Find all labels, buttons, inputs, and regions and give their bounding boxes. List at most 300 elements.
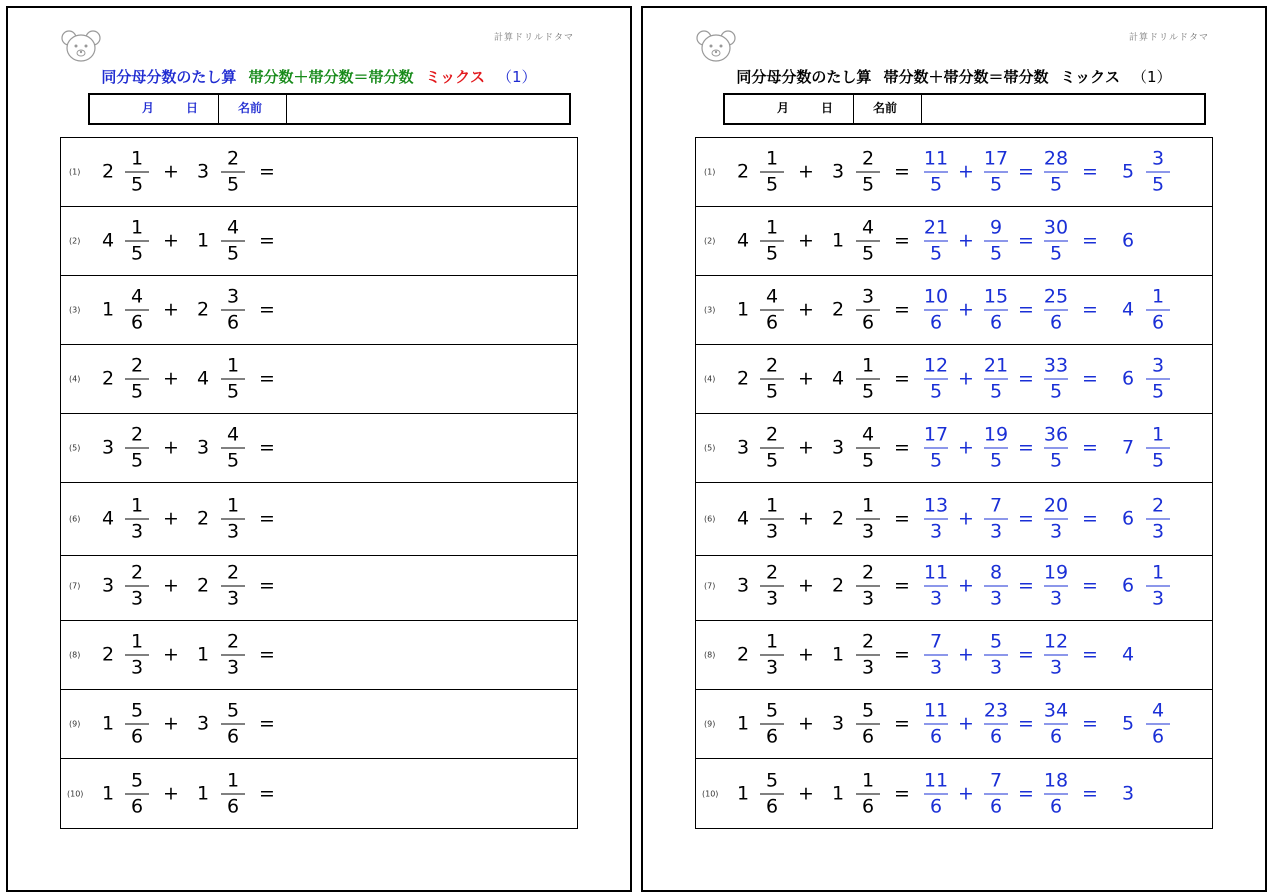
second-whole: 3	[831, 160, 845, 183]
second-whole: 2	[831, 507, 845, 530]
second-fraction	[854, 216, 882, 265]
problem-row	[696, 207, 1212, 276]
improper-second-numerator: 7	[989, 769, 1003, 791]
first-fraction	[123, 285, 151, 334]
problem-row	[61, 759, 577, 828]
second-whole: 1	[196, 643, 210, 666]
problem-row	[61, 552, 577, 621]
equals-sign: =	[1018, 160, 1034, 183]
improper-first	[922, 423, 950, 472]
problem-row	[696, 414, 1212, 483]
improper-second	[982, 771, 1010, 816]
plus-sign: +	[163, 643, 179, 666]
improper-second-denominator: 5	[989, 173, 1003, 196]
first-fraction-denominator: 5	[765, 242, 779, 265]
equals-sign: =	[1082, 712, 1098, 735]
improper-first	[922, 216, 950, 265]
improper-first-numerator: 13	[923, 494, 949, 517]
improper-sum-numerator: 20	[1043, 494, 1069, 517]
day-label: 日	[821, 101, 834, 115]
improper-first-numerator: 11	[923, 147, 949, 170]
second-fraction-denominator: 3	[861, 520, 875, 543]
problem-number: (9)	[69, 719, 81, 729]
first-whole: 1	[736, 782, 750, 804]
equals-sign: =	[1018, 436, 1034, 459]
equals-sign: =	[894, 507, 910, 530]
improper-second-numerator: 17	[983, 147, 1009, 170]
second-fraction-numerator: 2	[861, 147, 875, 170]
second-fraction-numerator: 1	[226, 494, 240, 517]
improper-second-denominator: 3	[989, 587, 1003, 610]
equals-sign: =	[259, 782, 275, 804]
second-fraction	[219, 494, 247, 543]
question-sheet	[6, 6, 632, 892]
equals-sign: =	[1082, 574, 1098, 597]
first-fraction-denominator: 3	[765, 656, 779, 679]
improper-second	[982, 285, 1010, 334]
plus-sign: +	[798, 712, 814, 735]
problem-row	[61, 414, 577, 483]
first-fraction	[758, 285, 786, 334]
second-fraction-denominator: 5	[861, 380, 875, 403]
plus-sign: +	[163, 712, 179, 735]
first-whole: 4	[736, 507, 750, 530]
second-whole: 1	[196, 229, 210, 252]
second-fraction	[854, 771, 882, 816]
improper-sum-numerator: 25	[1043, 285, 1069, 308]
problem-number: (2)	[704, 236, 716, 246]
first-whole: 3	[101, 436, 115, 459]
plus-sign: +	[958, 367, 974, 390]
answer-whole: 3	[1121, 782, 1135, 804]
improper-second-numerator: 9	[989, 216, 1003, 239]
second-fraction-denominator: 3	[226, 587, 240, 610]
problem-row	[696, 621, 1212, 690]
equals-sign: =	[259, 160, 275, 183]
answer-fraction	[1144, 354, 1172, 403]
improper-second-denominator: 6	[989, 795, 1003, 817]
plus-sign: +	[163, 298, 179, 321]
improper-sum-numerator: 34	[1043, 699, 1069, 722]
plus-sign: +	[163, 160, 179, 183]
improper-sum	[1042, 354, 1070, 403]
worksheet-title	[643, 66, 1265, 87]
problem-row	[696, 138, 1212, 207]
first-fraction-numerator: 1	[130, 630, 144, 653]
first-whole: 4	[101, 229, 115, 252]
improper-first-denominator: 6	[929, 311, 943, 334]
improper-first-denominator: 6	[929, 725, 943, 748]
improper-second	[982, 147, 1010, 196]
second-fraction-numerator: 2	[226, 630, 240, 653]
equals-sign: =	[1018, 574, 1034, 597]
answer-fraction-denominator: 3	[1151, 587, 1165, 610]
plus-sign: +	[958, 160, 974, 183]
improper-first-numerator: 17	[923, 423, 949, 446]
first-whole: 2	[101, 643, 115, 666]
plus-sign: +	[798, 229, 814, 252]
first-fraction	[758, 494, 786, 543]
plus-sign: +	[958, 782, 974, 804]
first-whole: 2	[736, 643, 750, 666]
improper-first	[922, 771, 950, 816]
day-label: 日	[186, 101, 199, 115]
first-fraction-numerator: 2	[130, 354, 144, 377]
title-mix: ミックス	[425, 68, 486, 86]
improper-sum-denominator: 5	[1049, 173, 1063, 196]
answer-fraction	[1144, 147, 1172, 196]
equals-sign: =	[894, 367, 910, 390]
improper-first	[922, 354, 950, 403]
problem-row	[61, 207, 577, 276]
title-type: 帯分数＋帯分数＝帯分数	[248, 68, 414, 86]
answer-whole: 6	[1121, 507, 1135, 530]
answer-whole: 6	[1121, 229, 1135, 252]
second-fraction-denominator: 6	[226, 725, 240, 748]
equals-sign: =	[259, 712, 275, 735]
improper-sum-numerator: 18	[1043, 769, 1069, 791]
improper-first-denominator: 5	[929, 380, 943, 403]
second-whole: 4	[831, 367, 845, 390]
second-fraction	[854, 561, 882, 610]
second-whole: 2	[196, 298, 210, 321]
improper-first-denominator: 5	[929, 242, 943, 265]
improper-second	[982, 216, 1010, 265]
improper-first-denominator: 5	[929, 173, 943, 196]
problem-number: (10)	[67, 789, 84, 798]
first-fraction-numerator: 5	[130, 699, 144, 722]
improper-second-denominator: 6	[989, 311, 1003, 334]
first-fraction-denominator: 6	[765, 725, 779, 748]
first-whole: 3	[736, 574, 750, 597]
plus-sign: +	[163, 574, 179, 597]
improper-sum-denominator: 3	[1049, 587, 1063, 610]
second-whole: 3	[831, 436, 845, 459]
plus-sign: +	[958, 436, 974, 459]
plus-sign: +	[163, 782, 179, 804]
first-fraction-numerator: 2	[765, 423, 779, 446]
first-fraction	[758, 354, 786, 403]
problem-row	[696, 483, 1212, 556]
first-fraction-numerator: 1	[130, 216, 144, 239]
equals-sign: =	[894, 574, 910, 597]
second-fraction	[219, 561, 247, 610]
second-fraction-numerator: 1	[226, 769, 240, 791]
first-fraction-denominator: 6	[130, 795, 144, 817]
first-fraction	[758, 147, 786, 196]
equals-sign: =	[894, 436, 910, 459]
first-fraction-denominator: 6	[130, 725, 144, 748]
answer-fraction-denominator: 6	[1151, 311, 1165, 334]
second-fraction-denominator: 5	[226, 242, 240, 265]
plus-sign: +	[958, 574, 974, 597]
plus-sign: +	[958, 507, 974, 530]
first-fraction-denominator: 6	[765, 795, 779, 817]
answer-fraction-numerator: 4	[1151, 699, 1165, 722]
improper-second-denominator: 3	[989, 520, 1003, 543]
equals-sign: =	[259, 367, 275, 390]
problem-list	[60, 137, 578, 829]
name-date-box	[723, 93, 1206, 125]
second-whole: 2	[196, 574, 210, 597]
second-fraction-numerator: 1	[226, 354, 240, 377]
second-fraction-denominator: 3	[226, 520, 240, 543]
first-fraction	[123, 494, 151, 543]
answer-whole: 7	[1121, 436, 1135, 459]
improper-sum-numerator: 36	[1043, 423, 1069, 446]
improper-second	[982, 561, 1010, 610]
first-fraction-denominator: 5	[130, 242, 144, 265]
improper-sum-numerator: 30	[1043, 216, 1069, 239]
equals-sign: =	[1082, 782, 1098, 804]
answer-fraction-denominator: 6	[1151, 725, 1165, 748]
second-fraction-numerator: 4	[861, 423, 875, 446]
equals-sign: =	[894, 298, 910, 321]
first-fraction	[758, 561, 786, 610]
improper-first	[922, 147, 950, 196]
problem-row	[61, 345, 577, 414]
equals-sign: =	[1082, 436, 1098, 459]
second-fraction	[219, 147, 247, 196]
first-fraction	[758, 771, 786, 816]
equals-sign: =	[1082, 160, 1098, 183]
problem-row	[61, 483, 577, 556]
second-fraction	[219, 630, 247, 679]
problem-row	[61, 276, 577, 345]
improper-second-denominator: 3	[989, 656, 1003, 679]
first-fraction-numerator: 5	[765, 769, 779, 791]
plus-sign: +	[798, 643, 814, 666]
equals-sign: =	[894, 712, 910, 735]
improper-sum-denominator: 6	[1049, 725, 1063, 748]
first-fraction	[758, 699, 786, 748]
second-fraction	[854, 285, 882, 334]
answer-fraction	[1144, 561, 1172, 610]
first-whole: 3	[736, 436, 750, 459]
problem-row	[696, 759, 1212, 828]
title-mix: ミックス	[1060, 68, 1121, 86]
improper-sum-denominator: 3	[1049, 520, 1063, 543]
second-fraction	[854, 147, 882, 196]
second-whole: 4	[196, 367, 210, 390]
second-fraction-denominator: 5	[226, 173, 240, 196]
first-fraction-numerator: 1	[130, 147, 144, 170]
improper-second-denominator: 5	[989, 380, 1003, 403]
second-fraction-numerator: 1	[861, 354, 875, 377]
second-fraction-numerator: 4	[226, 423, 240, 446]
improper-first-numerator: 11	[923, 699, 949, 722]
second-fraction-numerator: 1	[861, 494, 875, 517]
problem-row	[696, 345, 1212, 414]
improper-first-denominator: 3	[929, 656, 943, 679]
second-fraction	[219, 423, 247, 472]
equals-sign: =	[894, 782, 910, 804]
improper-first-numerator: 21	[923, 216, 949, 239]
plus-sign: +	[798, 160, 814, 183]
answer-list	[695, 137, 1213, 829]
first-fraction-numerator: 5	[130, 769, 144, 791]
first-fraction-numerator: 1	[765, 494, 779, 517]
title-number: （1）	[1132, 68, 1172, 86]
second-fraction-denominator: 5	[226, 380, 240, 403]
equals-sign: =	[1082, 229, 1098, 252]
name-date-box	[88, 93, 571, 125]
first-fraction	[123, 423, 151, 472]
first-whole: 1	[101, 782, 115, 804]
first-whole: 4	[736, 229, 750, 252]
title-type: 帯分数＋帯分数＝帯分数	[883, 68, 1049, 86]
problem-row	[61, 690, 577, 759]
improper-sum	[1042, 771, 1070, 816]
improper-second	[982, 630, 1010, 679]
answer-fraction	[1144, 285, 1172, 334]
answer-sheet	[641, 6, 1267, 892]
problem-row	[61, 138, 577, 207]
improper-second	[982, 699, 1010, 748]
first-fraction	[123, 216, 151, 265]
second-fraction-denominator: 3	[861, 587, 875, 610]
first-whole: 1	[101, 712, 115, 735]
problem-number: (5)	[69, 443, 81, 453]
answer-fraction-denominator: 5	[1151, 380, 1165, 403]
equals-sign: =	[1082, 507, 1098, 530]
second-fraction-numerator: 4	[861, 216, 875, 239]
improper-first	[922, 699, 950, 748]
second-fraction-denominator: 3	[226, 656, 240, 679]
second-fraction-denominator: 6	[226, 311, 240, 334]
problem-row	[61, 621, 577, 690]
second-fraction	[854, 630, 882, 679]
improper-sum-denominator: 3	[1049, 656, 1063, 679]
second-whole: 2	[831, 298, 845, 321]
first-fraction-denominator: 3	[765, 587, 779, 610]
first-fraction-denominator: 3	[130, 587, 144, 610]
equals-sign: =	[1018, 229, 1034, 252]
second-fraction-numerator: 4	[226, 216, 240, 239]
worksheet-title	[8, 66, 630, 87]
first-fraction-numerator: 1	[765, 216, 779, 239]
second-whole: 1	[831, 229, 845, 252]
second-fraction-numerator: 1	[861, 769, 875, 791]
first-fraction-numerator: 4	[765, 285, 779, 308]
plus-sign: +	[798, 436, 814, 459]
title-number: （1）	[497, 68, 537, 86]
second-fraction-denominator: 3	[861, 656, 875, 679]
first-fraction-denominator: 3	[130, 656, 144, 679]
second-fraction	[219, 216, 247, 265]
plus-sign: +	[163, 229, 179, 252]
equals-sign: =	[259, 507, 275, 530]
answer-fraction-numerator: 1	[1151, 561, 1165, 584]
second-fraction-numerator: 2	[226, 561, 240, 584]
second-fraction	[219, 699, 247, 748]
improper-second-denominator: 5	[989, 449, 1003, 472]
equals-sign: =	[1018, 367, 1034, 390]
improper-first-numerator: 12	[923, 354, 949, 377]
problem-number: (8)	[69, 650, 81, 660]
equals-sign: =	[894, 160, 910, 183]
problem-number: (4)	[704, 374, 716, 384]
second-fraction-denominator: 5	[861, 173, 875, 196]
equals-sign: =	[894, 229, 910, 252]
plus-sign: +	[163, 367, 179, 390]
answer-fraction	[1144, 423, 1172, 472]
second-fraction-numerator: 5	[861, 699, 875, 722]
second-fraction-numerator: 2	[226, 147, 240, 170]
improper-sum	[1042, 699, 1070, 748]
equals-sign: =	[1018, 712, 1034, 735]
answer-fraction	[1144, 699, 1172, 748]
problem-number: (9)	[704, 719, 716, 729]
first-whole: 4	[101, 507, 115, 530]
first-whole: 3	[101, 574, 115, 597]
improper-first-numerator: 10	[923, 285, 949, 308]
equals-sign: =	[1018, 782, 1034, 804]
improper-sum-numerator: 19	[1043, 561, 1069, 584]
answer-fraction-numerator: 3	[1151, 147, 1165, 170]
problem-number: (3)	[69, 305, 81, 315]
equals-sign: =	[259, 298, 275, 321]
plus-sign: +	[958, 298, 974, 321]
first-fraction-numerator: 2	[130, 423, 144, 446]
problem-number: (7)	[704, 581, 716, 591]
title-topic: 同分母分数のたし算	[101, 68, 237, 86]
second-whole: 1	[196, 782, 210, 804]
equals-sign: =	[1082, 367, 1098, 390]
second-fraction-denominator: 6	[861, 725, 875, 748]
improper-sum-denominator: 5	[1049, 380, 1063, 403]
second-whole: 2	[196, 507, 210, 530]
improper-sum-numerator: 33	[1043, 354, 1069, 377]
problem-number: (2)	[69, 236, 81, 246]
second-fraction-denominator: 6	[861, 311, 875, 334]
problem-number: (6)	[69, 514, 81, 524]
first-fraction-numerator: 2	[765, 354, 779, 377]
problem-row	[696, 276, 1212, 345]
improper-first-numerator: 11	[923, 561, 949, 584]
first-fraction	[123, 354, 151, 403]
plus-sign: +	[163, 507, 179, 530]
second-fraction	[219, 354, 247, 403]
improper-second-denominator: 5	[989, 242, 1003, 265]
plus-sign: +	[958, 643, 974, 666]
first-whole: 1	[736, 712, 750, 735]
equals-sign: =	[1082, 643, 1098, 666]
improper-first	[922, 630, 950, 679]
second-fraction-numerator: 2	[861, 561, 875, 584]
equals-sign: =	[1018, 643, 1034, 666]
plus-sign: +	[798, 298, 814, 321]
problem-number: (7)	[69, 581, 81, 591]
improper-second-numerator: 5	[989, 630, 1003, 653]
second-fraction	[219, 285, 247, 334]
equals-sign: =	[1082, 298, 1098, 321]
equals-sign: =	[259, 574, 275, 597]
improper-second-numerator: 15	[983, 285, 1009, 308]
name-label: 名前	[873, 101, 898, 115]
second-whole: 1	[831, 782, 845, 804]
first-whole: 2	[101, 160, 115, 183]
problem-number: (10)	[702, 789, 719, 798]
second-fraction	[854, 354, 882, 403]
first-fraction-numerator: 1	[130, 494, 144, 517]
improper-second	[982, 354, 1010, 403]
improper-second-denominator: 6	[989, 725, 1003, 748]
answer-fraction-denominator: 5	[1151, 449, 1165, 472]
improper-sum	[1042, 630, 1070, 679]
first-fraction-denominator: 5	[130, 173, 144, 196]
plus-sign: +	[958, 712, 974, 735]
